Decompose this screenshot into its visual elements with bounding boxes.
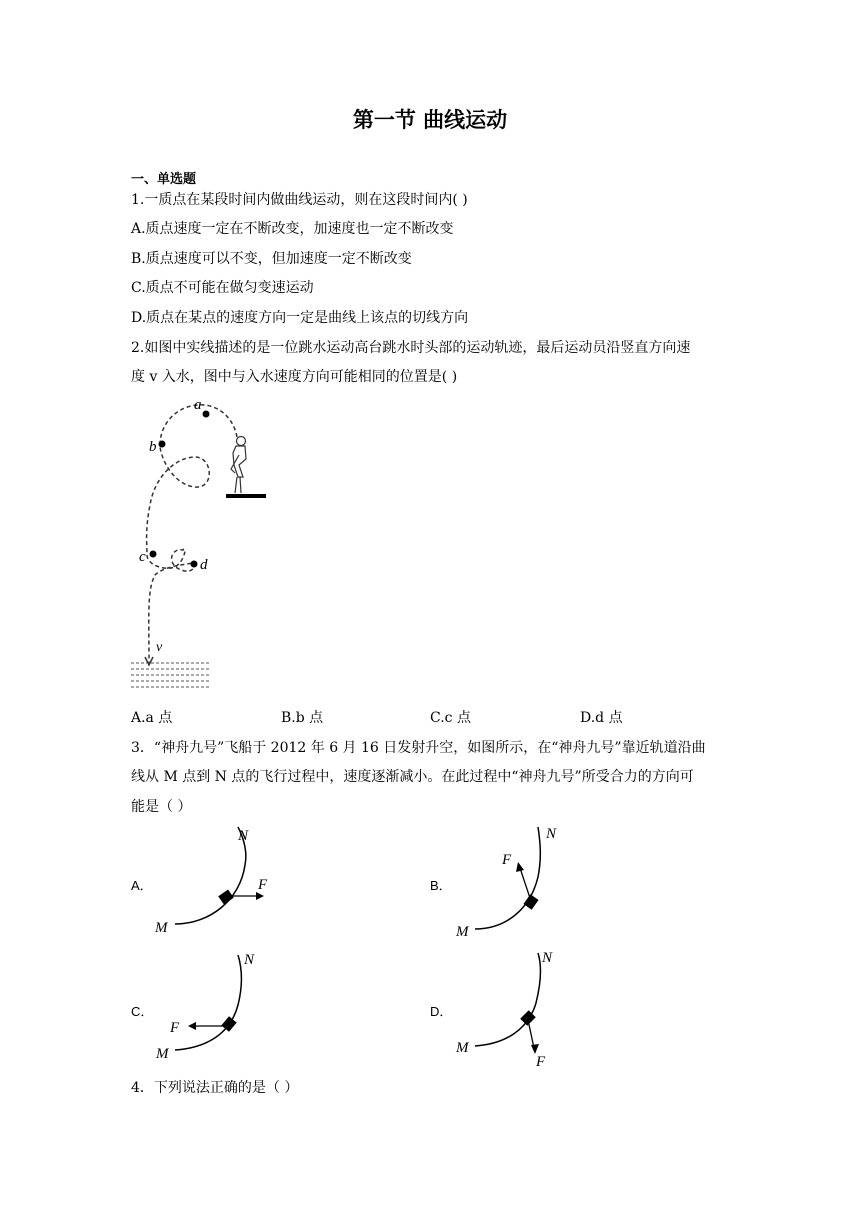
q1-option-d: D.质点在某点的速度方向一定是曲线上该点的切线方向 [131,310,469,326]
section-heading: 一、单选题 [131,172,197,187]
label-m: M [456,924,469,940]
label-n: N [244,952,255,968]
q3-option-b-label: B． [430,878,452,893]
label-b: b [149,439,157,455]
q1-option-a: A.质点速度一定在不断改变，加速度也一定不断改变 [131,221,454,237]
q4-stem: 4．下列说法正确的是（ ） [131,1080,299,1096]
spacecraft [520,1010,536,1026]
q1-stem: 1.一质点在某段时间内做曲线运动，则在这段时间内( ) [131,192,468,208]
force-arrow [516,862,524,872]
label-n: N [542,950,553,966]
q3-option-c-label: C． [131,1004,154,1019]
label-f: F [536,1054,546,1070]
q3-stem-line1: 3．“神舟九号”飞船于 2012 年 6 月 16 日发射升空，如图所示，在“神舟九号”靠近轨道沿曲 [131,740,706,756]
label-m: M [156,1046,169,1062]
q2-stem-line2: 度 v 入水，图中与入水速度方向可能相同的位置是( ) [131,369,458,385]
q3-diagram-d [450,948,580,1070]
q2-stem-line1: 2.如图中实线描述的是一位跳水运动高台跳水时头部的运动轨迹，最后运动员沿竖直方向速 [131,340,691,356]
q2-option-b: B.b 点 [281,710,324,726]
q3-option-a-label: A． [131,878,153,893]
label-a: a [194,397,202,413]
label-f: F [170,1020,180,1036]
q3-diagram-a [150,825,280,940]
q2-option-a: A.a 点 [131,710,173,726]
trajectory-curve [475,827,540,929]
force-arrow [256,892,264,900]
diving-board [226,494,266,498]
page-title: 第一节 曲线运动 [352,108,508,132]
q3-stem-line2: 线从 M 点到 N 点的飞行过程中，速度逐渐减小。在此过程中“神舟九号”所受合力的方向可 [131,769,694,785]
label-n: N [238,828,249,844]
point-c [150,551,157,558]
q3-diagram-c [150,950,280,1065]
q2-option-d: D.d 点 [580,710,623,726]
label-d: d [200,557,208,573]
spacecraft [221,1016,236,1032]
label-f: F [258,877,268,893]
label-m: M [456,1040,469,1056]
q2-option-c: C.c 点 [430,710,471,726]
spacecraft [218,889,234,904]
q3-stem-line3: 能是（ ） [131,799,192,815]
force-arrow [188,1022,196,1030]
trajectory-curve [175,827,246,924]
label-m: M [155,920,168,936]
point-d [191,561,198,568]
q1-option-c: C.质点不可能在做匀变速运动 [131,280,314,296]
diver-figure [231,437,246,494]
spacecraft [523,894,538,910]
force-arrow [531,1044,539,1054]
point-a [203,411,210,418]
label-v: v [156,640,163,655]
q1-option-b: B.质点速度可以不变，但加速度一定不断改变 [131,251,412,267]
water-surface [131,663,209,687]
q3-option-d-label: D． [430,1004,453,1019]
label-n: N [546,826,557,842]
q3-diagram-b [450,822,580,942]
diving-trajectory-figure [125,395,275,695]
label-f: F [502,852,512,868]
trajectory-curve [175,955,241,1050]
label-c: c [139,549,146,565]
point-b [159,441,166,448]
